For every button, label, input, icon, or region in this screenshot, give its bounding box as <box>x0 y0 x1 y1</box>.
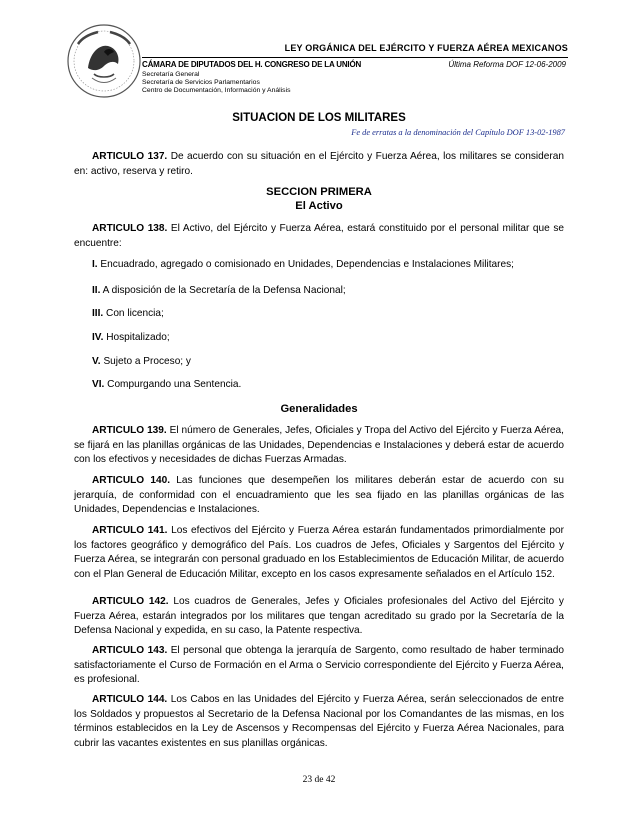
mexican-coat-of-arms-seal-icon <box>64 22 144 100</box>
article-142 <box>74 595 564 639</box>
list-item: IV. Hospitalizado; <box>92 332 170 343</box>
list-item: VI. Compurgando una Sentencia. <box>92 379 242 390</box>
article-137 <box>74 150 564 179</box>
article-140-label: ARTICULO 140. <box>92 475 171 486</box>
seccion-primera-subtitle: El Activo <box>295 200 343 212</box>
law-title: LEY ORGÁNICA DEL EJÉRCITO Y FUERZA AÉREA MEXICANOS <box>284 43 568 53</box>
article-144-text: Los Cabos en las Unidades del Ejército y Fuerza Aérea, serán seleccionados de entre los Soldados y propuestos al Secretario de la Defensa Nacional por los Comandantes de las mismas, en los términos establecidos en la Ley de Ascensos y Recompensas del Ejército y Fuerza Aérea Nacionales, para cubrir las vacantes existentes en sus planillas orgánicas. <box>74 694 564 749</box>
chamber-name: CÁMARA DE DIPUTADOS DEL H. CONGRESO DE LA UNIÓN <box>142 60 362 69</box>
article-141-text: Los efectivos del Ejército y Fuerza Aérea estarán fundamentados primordialmente por los factores geográfico y demográfico del País. Los cuadros de Jefes, Oficiales y Sargentos del Ejército y Fuerza Aérea, se integrarán con personal graduado en los Establecimientos de Educación Militar, de acuerdo con el Plan General de Educación Militar, excepto en los casos expresamente señalados en el Artículo 152. <box>74 525 564 580</box>
article-139-label: ARTICULO 139. <box>92 425 167 436</box>
article-138-text: El Activo, del Ejército y Fuerza Aérea, estará constituido por el personal militar que se encuentre: <box>74 223 564 249</box>
article-142-text: Los cuadros de Generales, Jefes y Oficiales profesionales del Activo del Ejército y Fuerza Aérea, estarán integrados por los militares que tengan acreditado su grado por la Secretaría de la Defensa Nacional y expedida, en su caso, la Patente respectiva. <box>74 596 564 636</box>
article-143-text: El personal que obtenga la jerarquía de Sargento, como resultado de haber terminado satisfactoriamente el Curso de Formación en el Arma o Servicio correspondiente del Ejército y Fuerza Aérea, es profesional. <box>74 645 564 685</box>
department-line-1: Secretaría General <box>142 71 200 78</box>
article-143-label: ARTICULO 143. <box>92 645 168 656</box>
department-line-2: Secretaría de Servicios Parlamentarios <box>142 79 260 86</box>
article-141 <box>74 524 564 582</box>
article-138-label: ARTICULO 138. <box>92 223 168 234</box>
article-142-label: ARTICULO 142. <box>92 596 169 607</box>
section-title: SITUACION DE LOS MILITARES <box>232 112 406 124</box>
last-reform-date: Última Reforma DOF 12-06-2009 <box>448 60 566 69</box>
article-139 <box>74 424 564 468</box>
article-141-label: ARTICULO 141. <box>92 525 168 536</box>
article-143 <box>74 644 564 688</box>
list-item: V. Sujeto a Proceso; y <box>92 356 191 367</box>
generalidades-heading: Generalidades <box>280 403 358 415</box>
article-144-label: ARTICULO 144. <box>92 694 168 705</box>
article-137-label: ARTICULO 137. <box>92 151 168 162</box>
article-140 <box>74 474 564 518</box>
erratum-note: Fe de erratas a la denominación del Capítulo DOF 13-02-1987 <box>351 128 565 137</box>
seccion-primera-title: SECCION PRIMERA <box>266 186 372 198</box>
article-139-text: El número de Generales, Jefes, Oficiales y Tropa del Activo del Ejército y Fuerza Aérea, se fijará en las planillas orgánicas de las Unidades, Dependencias e Instalaciones y deberá estar de acuerdo con los efectivos y necesidades de dichas Fuerzas Armadas. <box>74 425 564 465</box>
article-140-text: Las funciones que desempeñen los militares deberán estar de acuerdo con su jerarquía, de conformidad con el encuadramiento que les sea fijado en las planillas orgánicas de las Unidades, Dependencias e Instalaciones. <box>74 475 564 515</box>
article-137-text: De acuerdo con su situación en el Ejército y Fuerza Aérea, los militares se consideran en: activo, reserva y retiro. <box>74 151 564 177</box>
header-rule <box>142 57 568 58</box>
list-item: I. Encuadrado, agregado o comisionado en Unidades, Dependencias e Instalaciones Militares; <box>92 259 514 270</box>
department-line-3: Centro de Documentación, Información y Análisis <box>142 87 291 94</box>
list-item: II. A disposición de la Secretaría de la Defensa Nacional; <box>92 285 346 296</box>
article-138 <box>74 222 564 251</box>
article-144 <box>74 693 564 751</box>
list-item: III. Con licencia; <box>92 308 164 319</box>
page-number: 23 de 42 <box>302 775 336 785</box>
